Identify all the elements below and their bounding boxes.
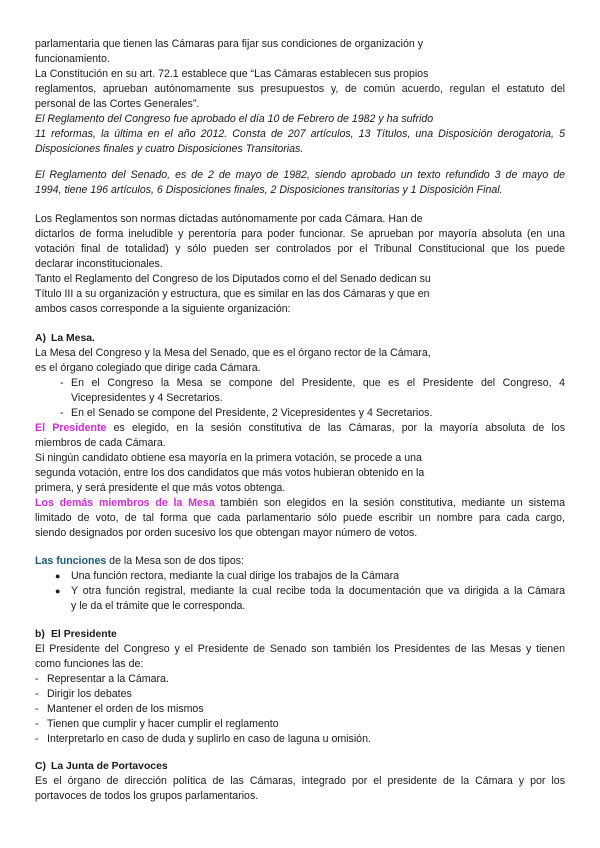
presidente-line-1: El Presidente del Congreso y el Presidente de Senado son también los Presidentes de las Mesas y tienen	[35, 643, 565, 655]
highlight-term: Las funciones	[35, 555, 107, 567]
dash-bullet: -	[60, 407, 64, 419]
text-run: también son elegidos en la sesión constitutiva, mediante un sistema	[214, 497, 565, 509]
reglamentos-line-7: ambos casos corresponde a la siguiente organización:	[35, 303, 291, 315]
funcion-registral-line-2: y le da el trámite que le corresponda.	[71, 600, 246, 612]
congreso-reglamento-line-2: 11 reformas, la última en el año 2012. Consta de 207 artículos, 13 Títulos, una Disposición derogatoria, 5	[35, 128, 565, 140]
miembros-line-2: limitado de voto, de tal forma que cada parlamentario sólo puede escribir un nombre para cada cargo,	[35, 512, 565, 524]
section-heading-mesa	[35, 331, 565, 346]
presidente-funcion-1: Representar a la Cámara.	[47, 673, 169, 685]
section-number: b)	[35, 629, 45, 640]
presidente-funcion-5: Interpretarlo en caso de duda y suplirlo en caso de laguna u omisión.	[47, 733, 371, 745]
intro-line-4: reglamentos, aprueban autónomamente sus presupuestos y, de común acuerdo, regulan el estatuto del	[35, 83, 565, 95]
mesa-line-2: es el órgano colegiado que dirige cada Cámara.	[35, 362, 261, 374]
congreso-reglamento-line-3: Disposiciones finales y cuatro Disposiciones Transitorias.	[35, 143, 304, 155]
reglamentos-line-1: Los Reglamentos son normas dictadas autónomamente por cada Cámara. Han de	[35, 213, 423, 225]
reglamentos-line-5: Tanto el Reglamento del Congreso de los Diputados como el del Senado dedican su	[35, 273, 431, 285]
presidente-eleccion-line-4: segunda votación, entre los dos candidatos que más votos hubieran obtenido en la	[35, 467, 425, 479]
congreso-reglamento-line-1: El Reglamento del Congreso fue aprobado el día 10 de Febrero de 1982 y ha sufrido	[35, 113, 434, 125]
dash-bullet: -	[35, 718, 39, 730]
reglamentos-line-4: declarar inconstitucionales.	[35, 258, 163, 270]
presidente-eleccion-line-1	[35, 421, 565, 436]
section-title: La Mesa.	[51, 333, 95, 344]
section-title: El Presidente	[51, 629, 117, 640]
intro-line-3: La Constitución en su art. 72.1 establece que “Las Cámaras establecen sus propios	[35, 68, 429, 80]
highlight-term: Los demás miembros de la Mesa	[35, 497, 215, 509]
dash-bullet: -	[35, 688, 39, 700]
section-heading-presidente	[35, 627, 565, 642]
miembros-line-3: siendo designados por orden sucesivo los que obtengan mayor número de votos.	[35, 527, 418, 539]
dash-bullet: -	[35, 703, 39, 715]
funcion-registral-line-1: Y otra función registral, mediante la cual recibe toda la documentación que va dirigida a la Cámara	[71, 585, 565, 597]
funciones-line	[35, 554, 565, 569]
dash-bullet: -	[60, 377, 64, 389]
text-run: de la Mesa son de dos tipos:	[106, 555, 245, 567]
presidente-line-2: como funciones las de:	[35, 658, 144, 670]
section-number: A)	[35, 333, 46, 344]
junta-line-1: Es el órgano de dirección política de las Cámaras, integrado por el presidente de la Cámara y por los	[35, 775, 565, 787]
miembros-line-1	[35, 496, 565, 511]
dash-bullet: -	[35, 673, 39, 685]
dash-bullet: -	[35, 733, 39, 745]
senado-reglamento-line-2: 1994, tiene 196 artículos, 6 Disposiciones finales, 2 Disposiciones transitorias y 1 Disposición Final.	[35, 184, 503, 196]
mesa-congreso-line-2: Vicepresidentes y 4 Secretarios.	[71, 392, 223, 404]
bullet-icon: ●	[55, 586, 61, 596]
junta-line-2: portavoces de todos los grupos parlamentarios.	[35, 790, 259, 802]
mesa-line-1: La Mesa del Congreso y la Mesa del Senado, que es el órgano rector de la Cámara,	[35, 347, 431, 359]
reglamentos-line-2: dictarlos de forma ineludible y perentoria para poder funcionar. Se aprueban por mayoría absoluta (en una	[35, 228, 565, 240]
reglamentos-line-6: Título III a su organización y estructura, que es similar en las dos Cámaras y que en	[35, 288, 430, 300]
intro-line-1: parlamentaria que tienen las Cámaras para fijar sus condiciones de organización y	[35, 38, 424, 50]
section-number: C)	[35, 761, 46, 772]
highlight-term: El Presidente	[35, 422, 107, 434]
intro-line-5: personal de las Cortes Generales”.	[35, 98, 200, 110]
presidente-funcion-2: Dirigir los debates	[47, 688, 132, 700]
mesa-congreso-line-1: En el Congreso la Mesa se compone del Presidente, que es el Presidente del Congreso, 4	[71, 377, 565, 389]
mesa-senado-line: En el Senado se compone del Presidente, 2 Vicepresidentes y 4 Secretarios.	[71, 407, 433, 419]
senado-reglamento-line-1: El Reglamento del Senado, es de 2 de mayo de 1982, siendo aprobado un texto refundido 3 de mayo de	[35, 169, 565, 181]
presidente-funcion-4: Tienen que cumplir y hacer cumplir el reglamento	[47, 718, 279, 730]
text-run: es elegido, en la sesión constitutiva de las Cámaras, por la mayoría absoluta de los	[106, 422, 566, 434]
presidente-eleccion-line-5: primera, y será presidente el que más votos obtenga.	[35, 482, 286, 494]
reglamentos-line-3: votación final de totalidad) y sólo pueden ser controlados por el Tribunal Constitucional que los puede	[35, 243, 565, 255]
presidente-eleccion-line-2: miembros de cada Cámara.	[35, 437, 166, 449]
section-heading-junta	[35, 759, 565, 774]
intro-line-2: funcionamiento.	[35, 53, 110, 65]
section-title: La Junta de Portavoces	[51, 761, 168, 772]
funcion-rectora: Una función rectora, mediante la cual dirige los trabajos de la Cámara	[71, 570, 399, 582]
presidente-eleccion-line-3: Si ningún candidato obtiene esa mayoría en la primera votación, se procede a una	[35, 452, 422, 464]
bullet-icon: ●	[55, 571, 61, 581]
presidente-funcion-3: Mantener el orden de los mismos	[47, 703, 204, 715]
